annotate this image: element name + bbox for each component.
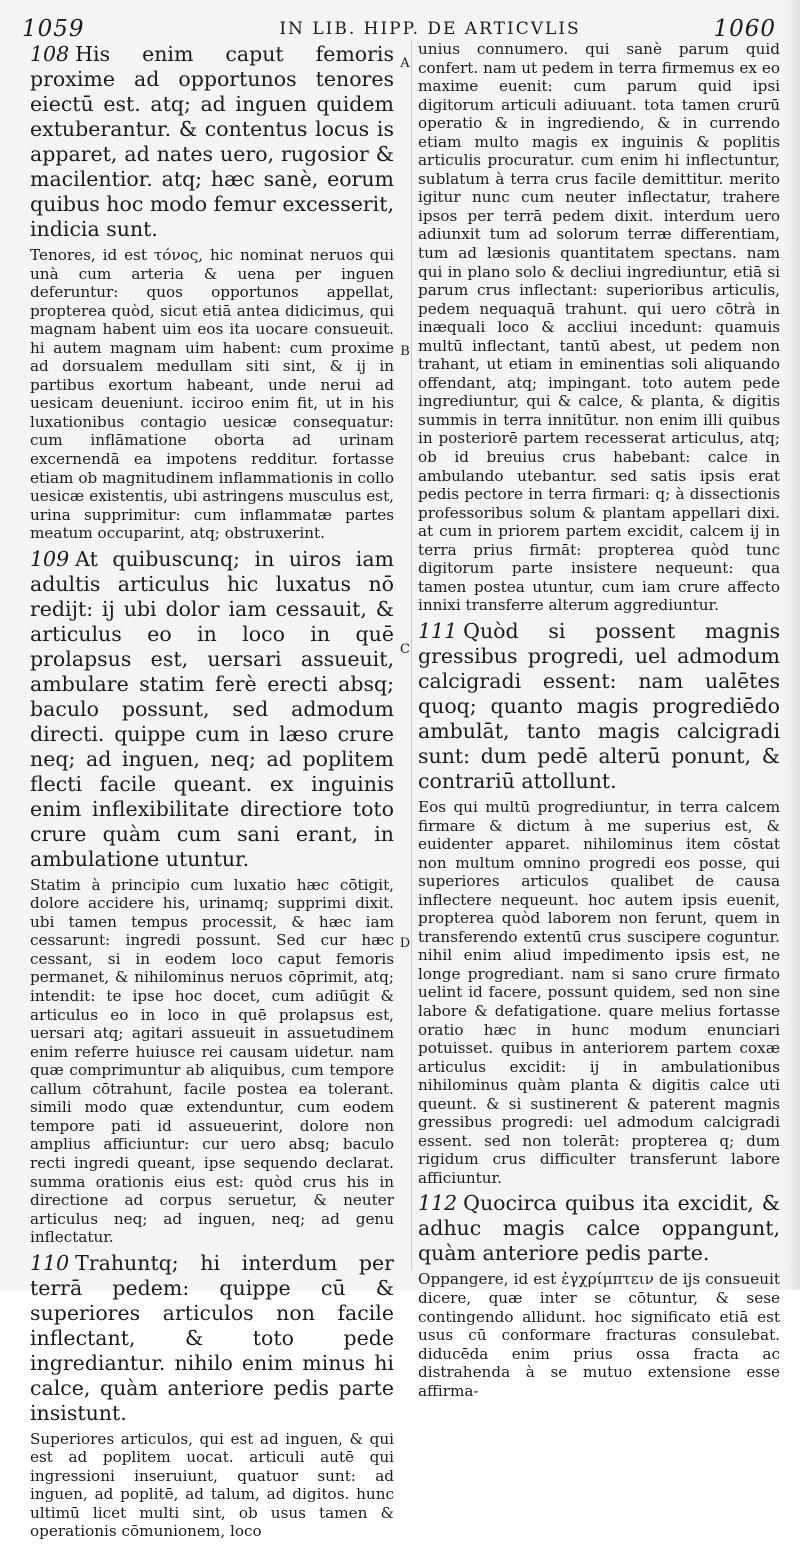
aphorism-110 [30, 1251, 394, 1426]
page-number-right: 1060 [713, 16, 776, 42]
page-number-left: 1059 [22, 16, 85, 42]
margin-letters [394, 0, 416, 1290]
margin-letter-b: B [400, 344, 410, 359]
aphorism-number: 110 [30, 1250, 70, 1275]
commentary-paragraph [30, 246, 394, 543]
aphorism-109 [30, 547, 394, 872]
commentary-text: Tenores, id est τόνος, hic nominat neruos qui unà cum arteria & uena per inguen deferuntur: quos opportunos appellat, propterea quòd, sicut etiā antea didicimus, qui magnam habent uim eos ita uocare consueuit. hi autem magnam uim habent: cum proxime ad dorsualem medullam siti sint, & ij in partibus exortum habeant, unde nerui ad uesicam deueniunt. icciroo enim fit, ut in his luxationibus contagio uesicæ consequatur: cum inflāmatione oborta ad urinam excernendā ea impotens redditur. fortasse etiam ob magnitudinem inflammationis in collo uesicæ existentis, ubi astringens musculus est, urina supprimitur: cum inflammatæ partes meatum occuparint, atq; obstruxerint. [30, 246, 394, 543]
aphorism-text: Quocirca quibus ita excidit, & adhuc magis calce oppangunt, quàm anteriore pedis parte. [418, 1191, 780, 1266]
commentary-paragraph [418, 798, 780, 1187]
left-column [30, 42, 394, 1545]
aphorism-text: At quibuscunq; in uiros iam adultis articulus hic luxatus nō redijt: ij ubi dolor iam cessauit, & articulus eo in loco in quē prolapsus est, uersari assueuit, ambulare statim ferè erecti absq; baculo possunt, sed admodum directi. quippe cum in læso crure neq; ad inguen, neq; ad poplitem flecti facile queant. ex inguinis enim inflexibilitate directiore toto crure quàm cum sani erant, in ambulatione utuntur. [30, 546, 394, 871]
aphorism-112 [418, 1191, 780, 1266]
margin-letter-a: A [400, 56, 410, 71]
running-title: IN LIB. HIPP. DE ARTICVLIS [279, 19, 581, 39]
aphorism-111 [418, 619, 780, 794]
aphorism-text: Trahuntq; hi interdum per terrā pedem: quippe cū & superiores articulos non facile inflectant, & toto pede ingrediantur. nihilo enim minus hi calce, quàm anteriore pedis parte insistunt. [30, 1250, 394, 1425]
commentary-text: Oppangere, id est ἐγχρίμπτειν de ijs consueuit dicere, quæ inter se cōtuntur, & sese contingendo allidunt. hoc significato etiā est usus cū conformare fracturas consulebat. diducēda enim prius ossa fracta ac distrahenda à se mutuo extensione esse affirma- [418, 1270, 780, 1400]
aphorism-text: His enim caput femoris proxime ad opportunos tenores eiectū est. atq; ad inguen quidem extuberantur. & contentus locus is apparet, ad nates uero, rugosior & macilentior. atq; hæc sanè, eorum quibus hoc modo femur excesserit, indicia sunt. [30, 42, 394, 241]
aphorism-number: 112 [418, 1191, 458, 1216]
commentary-paragraph [30, 1430, 394, 1541]
margin-letter-c: C [400, 642, 410, 657]
commentary-text: Statim à principio cum luxatio hæc cōtigit, dolore accidere his, urinamq; supprimi dixit. ubi tamen tempus processit, & hæc iam cessarunt: ingredi possunt. Sed cur hæc cessant, si in eodem loco caput femoris permanet, & nihilominus neruos cōprimit, atq; intendit: te ipse hoc docet, cum adiūgit & articulus eo in loco in quē prolapsus est, uersari atq; agitari assueuit in assuetudinem enim referre huiusce rei causam uidetur. nam quæ comprimuntur ab aliquibus, cum tempore callum cōtrahunt, facile postea ea tolerant. simili modo quæ extenduntur, cum eodem tempore pati id assueuerint, dolore non amplius afficiuntur: cur uero absq; baculo recti ingredi queant, ipse sequendo declarat. summa orationis eius est: quòd crus his in directione ad corpus seruetur, & neuter articulus neq; ad inguen, neq; ad genu inflectatur. [30, 875, 394, 1247]
commentary-paragraph [418, 40, 780, 615]
aphorism-number: 109 [30, 546, 70, 571]
page-edge-shadow [786, 0, 800, 1290]
aphorism-text: Quòd si possent magnis gressibus progredi, uel admodum calcigradi essent: nam ualētes quoq; quanto magis progrediēdo ambulāt, tanto magis calcigradi sunt: dum pedē alterū ponunt, & contrariū attollunt. [418, 618, 780, 793]
commentary-text: Eos qui multū progrediuntur, in terra calcem firmare & dictum à me superius est, & euidenter apparet. nihilominus item cōstat non multum omnino progredi eos posse, qui superiores articulos qualibet de causa inflectere nequeunt. hoc autem ipsis euenit, propterea quòd laborem non ferunt, quem in transferendo extentū crus suscipere coguntur. nihil enim aliud impedimento ipsis est, ne longe progrediant. nam si sano crure firmato uelint id facere, possunt quidem, sed non sine labore & defatigatione. quare melius fortasse oratio hæc in hunc modum enunciari potuisset. quibus in anteriorem partem coxæ articulus excidit: ij in ambulationibus nihilominus quàm planta & digitis calce uti queunt. & si sustinerent & paterent magnis gressibus progredi: uel admodum calcigradi essent. sed non tolerāt: propterea q; dum rigidum crus difficulter transferunt labore afficiuntur. [418, 797, 780, 1187]
commentary-text: unius connumero. qui sanè parum quid confert. nam ut pedem in terra firmemus ex eo maxime euenit: cum parum quid ipsi digitorum articuli adiuuant. tota tamen crurū operatio & in ingrediendo, & in currendo etiam multo magis ex inguinis & poplitis articulis procuratur. cum enim hi inflectuntur, sublatum à terra crus facile demittitur. merito igitur nunc cum neuter inflectatur, trahere ipsos per terrā pedem dixit. interdum uero adiunxit tum ad solorum terræ differentiam, tum ad læsionis quantitatem spectans. nam qui in plano solo & decliui ingrediuntur, etiā si parum crus inflectant: superioribus articulis, pedem nequaquā trahunt. qui uero cōtrà in inæquali loco & accliui incedunt: quamuis multū inflectant, tantū abest, ut pedem non trahant, ut etiam in eminentias soli aliquando offendant, atq; impingant. toto autem pede ingrediuntur, qui & calce, & planta, & digitis summis in terra innitūtur. non enim illi quibus in posteriorē partem recesserat articulus, atq; ob id breuius crus habebant: calce in ambulando utebantur. sed satis ipsis erat pedis pectore in terra firmari: q; à dissectionis professoribus solum & plantam appellari dixi. at cum in priorem partem excidit, calcem ij in terra prius firmāt: propterea quòd tunc digitorum parte insistere nequeunt: qua tamen postea utuntur, cum iam crure affecto innixi transferre alterum aggrediuntur. [418, 40, 780, 615]
aphorism-108 [30, 42, 394, 242]
aphorism-number: 111 [418, 618, 458, 643]
aphorism-number: 108 [30, 42, 70, 66]
margin-letter-d: D [399, 936, 411, 951]
commentary-text: Superiores articulos, qui est ad inguen, & qui est ad poplitem uocat. articuli autē qui ingressioni inseruiunt, quatuor sunt: ad inguen, ad poplitē, ad talum, ad digitos. hunc ultimū licet multi sint, ob usus tamen & operationis cōmunionem, loco [30, 1429, 394, 1541]
right-column [418, 42, 780, 1404]
commentary-paragraph [418, 1270, 780, 1400]
commentary-paragraph [30, 876, 394, 1247]
